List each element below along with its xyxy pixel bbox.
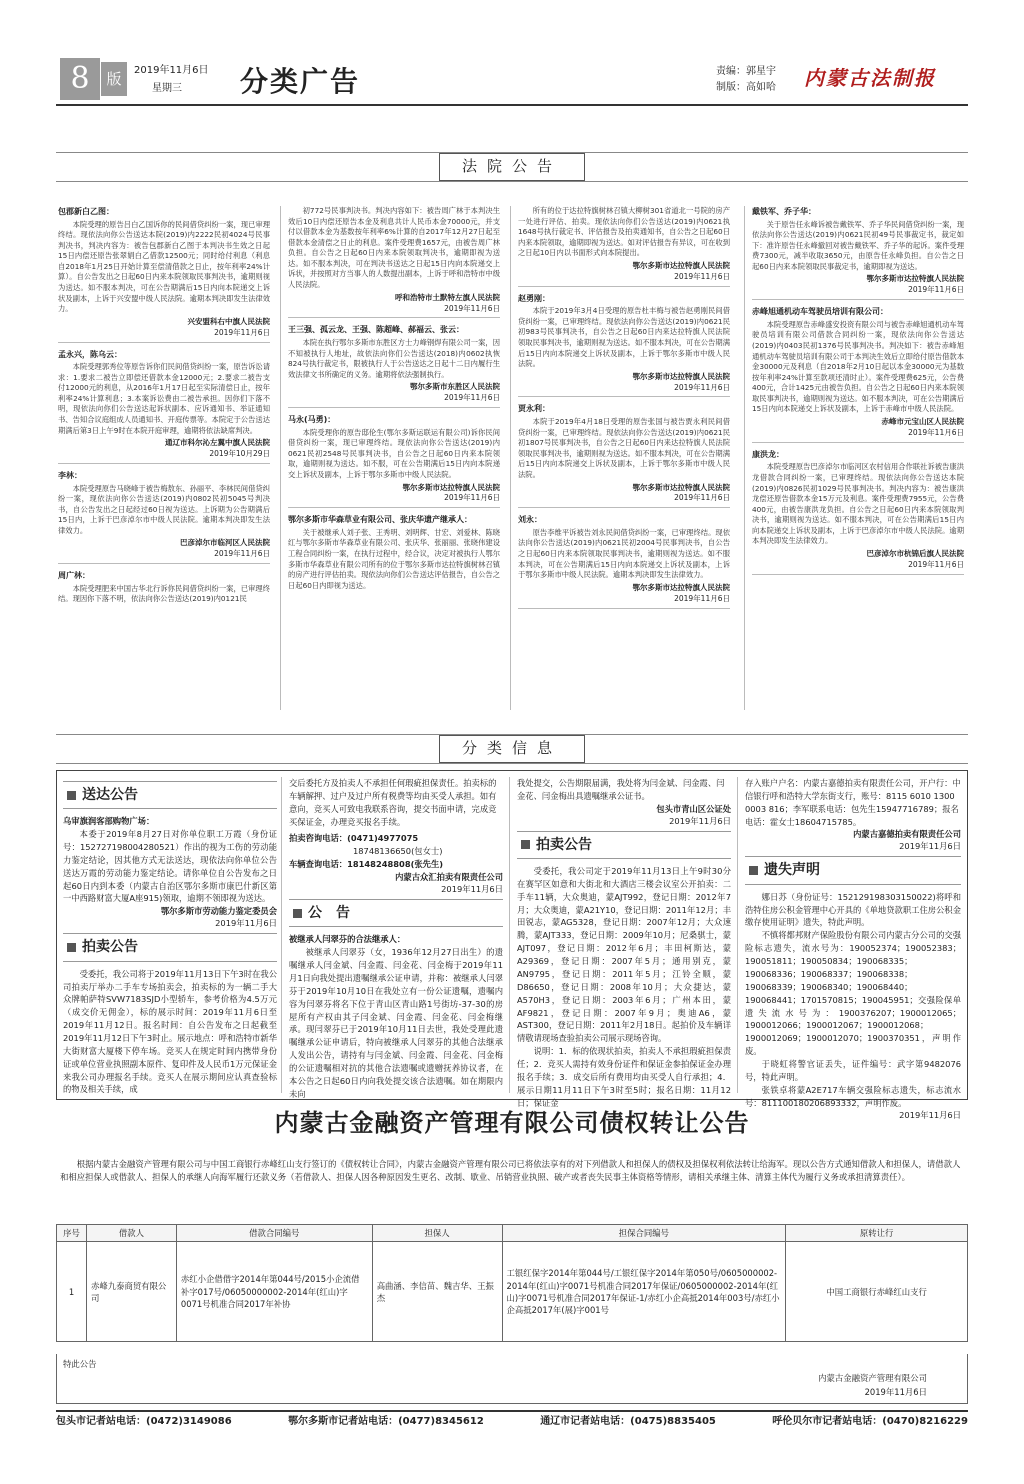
- lost-notice-2: 不慎将都邦财产保险股份有限公司内蒙古分公司的交强险标志遗失，流水号为：190052374；190052383；190051811；190050834；190068335；190068336；190068337；190068338；190068339；190068340；190068440；190068441；1701570815；190045951；交强险保单遗失流水号为：1900376207；1900012065；1900012066；1900012067；1900012068；1900012069；1900012070；1900370351，声明作废。: [745, 930, 961, 1057]
- notice-signature: 鄂尔多斯市达拉特旗人民法院: [632, 482, 730, 492]
- square-icon: [521, 840, 530, 849]
- court-notice: [58, 349, 270, 464]
- col-header-guarantee-contract: 担保合同编号: [502, 1225, 786, 1242]
- notice-signature: 鄂尔多斯市达拉特旗人民法院: [402, 482, 500, 492]
- row-no: 1: [57, 1242, 87, 1342]
- service-notice-body: 本委于2019年8月27日对你单位职工万霞（身份证号：152727198004280521）作出的视为工伤的劳动能力鉴定结论，因其他方式无法送达，现依法向你单位公告送达万霞的劳动能力鉴定结论。请你单位自公告发布之日起60日内到本委（内蒙古自治区鄂尔多斯市康巴什新区第一中西路财富大厦A座915)领取，逾期不领即视为送达。: [63, 829, 277, 904]
- court-notice: [518, 206, 730, 287]
- notice-party: 包郡新白乙图：: [58, 207, 114, 216]
- notice-body: 本院受理原告巴彦淖尔市临河区农村信用合作联社诉被告康洪龙借款合同纠纷一案，已审理终结。现依法向你公告送达本院(2019)内0826民初1029号民事判决书。判决内容为：被告康洪龙偿还原告借款本金15万元及利息。案件受理费7955元，公告费400元，由被告康洪龙负担。自公告之日起60日内来本院领取判决书，逾期则视为送达。如不服本判决，可在公告期满后15日内向本院递交上诉状及副本，上诉于巴彦淖尔市中级人民法院。逾期本判决即发生法律效力。: [752, 462, 964, 546]
- notice-party: 戴铁军、乔子华：: [752, 207, 816, 216]
- car-auction-title: 拍卖公告: [536, 836, 592, 853]
- column-divider: [280, 206, 281, 710]
- court-notice: [518, 514, 730, 608]
- special-note: 特此公告: [63, 1359, 97, 1369]
- column-divider: [510, 206, 511, 710]
- court-notice: [288, 206, 500, 318]
- classified-banner: [56, 734, 968, 764]
- notice-date: 2019年11月6日: [288, 304, 500, 319]
- notice-party: 贾永利：: [518, 404, 550, 414]
- debt-table-header: [57, 1225, 968, 1242]
- notice-date: 2019年11月6日: [752, 560, 964, 575]
- court-notice: [58, 570, 270, 605]
- notice-signature: 鄂尔多斯市达拉特旗人民法院: [632, 371, 730, 381]
- classified-col-1: [63, 777, 277, 1095]
- service-notice-sig: 鄂尔多斯市劳动能力鉴定委员会: [160, 906, 277, 917]
- court-column-3: [518, 206, 730, 710]
- notice-date: 2019年11月6日: [518, 383, 730, 398]
- hulunbuir-bureau-phone: 呼伦贝尔市记者站电话：(0470)8216229: [772, 1415, 968, 1427]
- car-auction-head: [517, 831, 731, 859]
- lost-notice-4: 张铁卓将蒙A2E717车辆交强险标志遗失，标志流水号：811100180206893332，声明作废。: [745, 1084, 961, 1108]
- auction-notice-head: [63, 933, 277, 961]
- public-notice-body: 被继承人闫翠芬（女，1936年12月27日出生）的遗嘱继承人闫金斌、闫金霞、闫金花、闫金梅于2019年11月1日向我处提出遗嘱继承公证申请，并称：被继承人闫翠芬于2019年10月10日在我处立有一份公证遗嘱，遗嘱内容为闫翠芬将名下位于青山区青山路1号街坊-37-30的房屋所有产权由其子闫金斌、闫金霞、闫金花、闫金梅继承。现闫翠芬已于2019年10月11日去世，我处受理此遗嘱继承公证申请后，特向被继承人闫翠芬的其他合法继承人发出公告，请持有与闫金斌、闫金霞、闫金花、闫金梅的公证遗嘱相对抗的其他合法遗嘱或遗赠抚养协议者，在本公告之日起60日内向我处提交该合法遗嘱。如在期限内未向: [289, 947, 503, 1099]
- classified-label: 分类信息: [439, 735, 585, 763]
- baotou-bureau-phone: 包头市记者站电话：(0472)3149086: [56, 1415, 232, 1427]
- court-notice: [752, 206, 964, 300]
- debt-transfer-intro: 根据内蒙古金融资产管理有限公司与中国工商银行赤峰红山支行签订的《债权转让合同》，内蒙古金融资产管理有限公司已将依法享有的对下列借款人和担保人的债权及担保权利依法转让给海军。现以公告方式通知借款人和担保人，请借款人和相应担保人或借款人、担保人的承继人向海军履行还款义务（若借款人、担保人因各种原因发生更名、改制、歇业、吊销营业执照、破产或者丧失民事主体资格等情形，请相关承继主体、清算主体代为履行义务或承担清算责任）。: [60, 1159, 961, 1183]
- service-notice-head: [63, 781, 277, 809]
- notice-body: 本院在执行鄂尔多斯市东胜区方士力峰钢焊有限公司一案，因不知被执行人地址，故依法向你们公告送达(2018)内0602执恢824号执行裁定书，限被执行人于公告送达之日起十二日内履行生效法律文书所确定的义务。逾期将依法强制执行。: [288, 337, 500, 379]
- square-icon: [67, 791, 76, 800]
- lost-notice-title: 遗失声明: [764, 862, 820, 879]
- bureau-phone-bar: [56, 1410, 968, 1432]
- square-icon: [293, 909, 302, 918]
- notary-sig: 包头市青山区公证处: [656, 803, 731, 814]
- notice-date: 2019年11月6日: [288, 393, 500, 408]
- page-number: 8: [60, 58, 100, 100]
- lost-notice-date: 2019年11月6日: [899, 1110, 961, 1121]
- classified-box: [56, 770, 968, 1121]
- debt-transfer-title: 内蒙古金融资产管理有限公司债权转让公告: [274, 1108, 750, 1137]
- notice-party: 周广林：: [58, 571, 90, 581]
- notice-date: 2019年11月6日: [518, 493, 730, 508]
- notice-signature: 赤峰市元宝山区人民法院: [881, 417, 964, 427]
- notary-cont-body: 我处提交，公告期限届满，我处将为闫金斌、闫金霞、闫金花、闫金梅出具遗嘱继承公证书。: [517, 778, 725, 801]
- row-loan-contract: 赤红小企借借字2014年第044号/2015小企流借补字017号/06050000002-2014年(红山)字0071号机准合同2017年补协: [176, 1242, 372, 1342]
- notice-signature: 巴彦淖尔市杭锦后旗人民法院: [866, 549, 964, 558]
- notice-signature: 鄂尔多斯市达拉特旗人民法院: [866, 274, 964, 284]
- notice-signature: 鄂尔多斯市东胜区人民法院: [410, 382, 500, 392]
- auction-phone-line: 拍卖咨询电话：(0471)4977075: [289, 833, 419, 844]
- auction-sig: 内蒙古众汇拍卖有限责任公司: [395, 872, 503, 883]
- notice-body: 本院受理郭秀位等原告诉你们民间借贷纠纷一案，原告诉讼请求：1.要求二被告立即偿还借款本金12000元；2.要求二被告支付12000元的利息，从2016年1月17日起至实际清偿日止，按年利率24%计算利息；3.本案诉讼费由二被告承担。因你们下落不明，现依法向你们公告送达起诉状副本、应诉通知书、举证通知书、告知合议庭组成人员通知书、开庭传票等。本院定于公告送达期满后第3日上午9时在本院开庭审理，逾期将依法缺席判决。: [58, 362, 270, 435]
- auction-phone-2: 18748136650(包女士): [353, 846, 443, 857]
- page-suffix: 版: [101, 62, 127, 96]
- row-guarantor: 高曲涵、李信苗、魏吉华、王振杰: [372, 1242, 502, 1342]
- auction-cont-body: 交后委托方及拍卖人不承担任何瑕疵担保责任。拍卖标的车辆解押、过户及过户所有税费等均由买受人承担。如有意向，竞买人可致电我联系咨询，提交书面申请，完成竞买保证金，办理竞买报名手续。: [289, 778, 497, 827]
- notary-date: 2019年11月6日: [669, 815, 731, 826]
- notice-signature: 鄂尔多斯市达拉特旗人民法院: [632, 260, 730, 270]
- producer-name: 制版：高如哈: [716, 82, 776, 93]
- notice-party: 鄂尔多斯市华森草业有限公司、张庆华遗产继承人：: [288, 515, 472, 525]
- account-sig: 内蒙古嘉德拍卖有限责任公司: [853, 829, 961, 840]
- square-icon: [749, 866, 758, 875]
- row-guarantee-contract: 工银红保字2014年第044号/工银红保字2014年第050号/0605000002-2014年(红山)字0071号机准合同2017年保证/0605000002-2014年(红山)字0071号机准合同2017年保证-1/赤红小企高抵2014年003号/赤红小企高抵2017年(展)字001号: [502, 1242, 786, 1342]
- court-notice-banner: [56, 152, 968, 182]
- service-notice-party: 乌审旗润客部购物广场：: [63, 816, 155, 827]
- notice-signature: 呼和浩特市土默特左旗人民法院: [395, 292, 500, 302]
- notice-party: 康洪龙：: [752, 449, 784, 459]
- account-info: 存入账户户名：内蒙古嘉德拍卖有限责任公司，开户行：中信银行呼和浩特大学东街支行，账号：8115 6010 1300 0003 816；李军联系电话：包先生15947716789；报名电话：霍女士18604715785。: [745, 778, 961, 827]
- table-row: [57, 1242, 968, 1342]
- classified-col-2: [289, 777, 503, 1099]
- col-header-guarantor: 担保人: [372, 1225, 502, 1242]
- issue-weekday: 星期三: [152, 83, 182, 94]
- auction-notice-title: 拍卖公告: [82, 939, 138, 956]
- court-notice-label: 法院公告: [439, 153, 585, 181]
- notice-body: 关于被继承人刘子张、王秀明、刘明辉、甘宏、刘爱林、陈晓红与鄂尔多斯市华森草业有限公司、张庆华、张丽丽、张晓伟建设工程合同纠纷一案，在执行过程中，经合议，决定对被执行人鄂尔多斯市华森草业有限公司所有的位于鄂尔多斯市达拉特旗树林召镇的房产进行评估拍卖。现依法向你们公告送达评估报告，自公告之日起60日内即视为送达。: [288, 527, 500, 590]
- notice-date: 2019年11月6日: [752, 285, 964, 300]
- notice-body: 本院于2019年3月4日受理的原告杜丰梅与被告赵勇刚民间借贷纠纷一案，已审理终结。现依法向你公告送达(2019)内0621民初983号民事判决书，自公告之日起60日内来达拉特旗人民法院领取民事判决书，逾期则视为送达。如不服本判决，可在公告期满后15日内向本院递交上诉状及副本，上诉于鄂尔多斯市中级人民法院。: [518, 306, 730, 369]
- editor-credits: [716, 64, 776, 96]
- ordos-bureau-phone: 鄂尔多斯市记者站电话：(0477)8345612: [288, 1415, 484, 1427]
- notice-date: 2019年11月6日: [58, 328, 270, 343]
- classified-col-3: [517, 777, 731, 1108]
- col-header-no: 序号: [57, 1225, 87, 1242]
- notice-date: 2019年11月6日: [288, 493, 500, 508]
- notice-body: 本院受理肥来中国古华北行诉你民间借贷纠纷一案，已审理终结。现因你下落不明，依法向你公告送达(2019)内0121民: [58, 583, 270, 604]
- debt-date: 2019年11月6日: [864, 1387, 927, 1397]
- notice-body: 本院受理的原告吕白乙国诉你的民间借贷纠纷一案，现已审理终结。现依法向你公告送达本院(2019)内2222民初4024号民事判决书，判决内容为：被告包郡新白乙图于本判决书生效之日起15日内偿还原告张翠娟白乙借款12500元；同时给付利息（利息自2018年1月25日开始计算至偿清借款之日止，按年利率24%计算）。自公告发出之日起60日内来本院领取民事判决书，逾期则视为送达。如不服本判决，可在公告期满后15日内向本院递交上诉状及副本，上诉于兴安盟中级人民法院。逾期本判决即发生法律效力。: [58, 219, 270, 314]
- court-notice: [518, 403, 730, 508]
- col-header-transferor: 原转让行: [786, 1225, 968, 1242]
- notice-party: 孟永兴，陈乌云：: [58, 349, 122, 359]
- editor-name: 责编：郭星宇: [716, 66, 776, 77]
- row-borrower: 赤峰九泰商贸有限公司: [86, 1242, 176, 1342]
- car-auction-body: 受委托，我公司定于2019年11月13日上午9时30分在赛罕区如意和大街北和大酒店三楼会议室公开拍卖：二手车11辆，大众奥迪，蒙AJT992，登记日期：2012年7月；大众奥迪，蒙A21Y10，登记日期：2011年12月；丰田锐志，蒙AG5328，登记日期：2007年12月；大众速腾，蒙AJT333，登记日期：2009年10月；尼桑骐士，蒙AJT097，登记日期：2012年6月；丰田柯斯达，蒙A29369，登记日期：2007年5月；通用别克，蒙AN9795，登记日期：2011年5月；江铃全顺，蒙D86650，登记日期：2008年10月；大众捷达，蒙A570H3，登记日期：2003年6月；广州本田，蒙AF9821，登记日期：2007年9月；奥迪A6，蒙AST300，登记日期：2011年2月18日。起拍价及车辆详情敬请现场查验拍卖公司展示现场咨询。: [517, 866, 731, 1044]
- court-notice: [58, 470, 270, 564]
- court-column-2: [288, 206, 500, 710]
- notice-body: 关于原告任永峰诉被告戴铁军、乔子华民间借贷纠纷一案，现依法向你公告送达(2019)内0621民初49号民事裁定书，裁定如下：准许原告任永峰撤回对被告戴铁军、乔子华的起诉。案件受理费7300元，减半收取3650元，由原告任永峰负担。自公告之日起60日内来本院领取民事裁定书，逾期即视为送达。: [752, 219, 964, 271]
- notice-body: 本院受理原告赤峰盛安投资有限公司与被告赤峰旭通机动车驾驶员培训有限公司借款合同纠纷一案，现依法向你公告送达(2019)内0403民初1376号民事判决书。判决如下：被告赤峰旭通机动车驾驶员培训有限公司于本判决生效后立即给付原告借款本金30000元及利息（自2018年2月10日起以本金30000元为基数按年利率24%计算至款项还清时止）。案件受理费625元，公告费400元，合计1425元由被告负担。自公告之日起60日内来本院领取民事判决书，逾期则视为送达。如不服本判决，可在公告期满后15日内向本院递交上诉状及副本，上诉于赤峰市中级人民法院。: [752, 319, 964, 414]
- debt-footer: [56, 1354, 968, 1404]
- notice-signature: 鄂尔多斯市达拉特旗人民法院: [632, 582, 730, 592]
- row-transferor: 中国工商银行赤峰红山支行: [786, 1242, 968, 1342]
- debt-table: [56, 1224, 968, 1342]
- court-column-1: [58, 206, 270, 710]
- notice-body: 本院于2019年4月18日受理的原告张国与被告贾永利民间借贷纠纷一案，已审理终结。现依法向你公告送达(2019)内0621民初1807号民事判决书，自公告之日起60日内来达拉特旗人民法院领取民事判决书，逾期则视为送达。如不服本判决，可在公告期满后15日内向本院递交上诉状及副本，上诉于鄂尔多斯市中级人民法院。: [518, 417, 730, 479]
- notice-party: 李林：: [58, 470, 82, 480]
- notice-party: 赵勇刚：: [518, 293, 550, 303]
- notice-date: 2019年11月6日: [518, 594, 730, 609]
- notice-date: 2019年11月6日: [58, 549, 270, 564]
- notice-body: 所有的位于达拉特旗树林召镇大柳树301省道北一号院的房产一处进行评估、拍卖。现依法向你们公告送达(2019)内0621执1648号执行裁定书、评估报告及拍卖通知书，自公告之日起60日内来本院领取，逾期即视为送达。如对评估报告有异议，可在收到之日起10日内以书面形式向本院提出。: [518, 206, 730, 258]
- notice-body: 原告李维平诉被告刘永民间借贷纠纷一案，已审理终结。现依法向你公告送达(2019)内0621民初2004号民事判决书，自公告之日起60日内来本院领取民事判决书，逾期则视为送达。如不服本判决，可在公告期满后15日内向本院递交上诉状及副本，上诉于鄂尔多斯市中级人民法院。逾期本判决即发生法律效力。: [518, 527, 730, 580]
- classified-col-4: [745, 777, 961, 1121]
- court-notice: [752, 449, 964, 575]
- notice-body: 本院受理你的原告邸伦生(鄂尔多斯运联运有限公司)诉你民间借贷纠纷一案，现已审理终结。现依法向你公告送达(2019)内0621民初2548号民事判决书，自公告之日起60日内来本院领取，逾期则视为送达。如不服，可在公告期满后15日内向本院递交上诉状及副本，上诉于鄂尔多斯市中级人民法院。: [288, 427, 500, 479]
- notice-party: 赤峰旭通机动车驾驶员培训有限公司：: [752, 307, 888, 317]
- masthead-logo: 内蒙古法制报: [804, 66, 936, 90]
- notice-signature: 巴彦淖尔市临河区人民法院: [180, 538, 270, 548]
- account-date: 2019年11月6日: [899, 841, 961, 852]
- public-notice-title: 公 告: [308, 905, 350, 922]
- header-rule: [56, 104, 968, 106]
- col-header-borrower: 借款人: [86, 1225, 176, 1242]
- court-column-4: [752, 206, 964, 710]
- service-notice-date: 2019年11月6日: [215, 918, 277, 929]
- square-icon: [67, 943, 76, 952]
- service-notice-title: 送达公告: [82, 787, 138, 803]
- page-header: [0, 58, 1024, 100]
- notice-body: 本院受理原告马晓峰于被告梅敖东、孙丽平、李林民间借贷纠纷一案，现依法向你公告送达(2019)内0802民初5045号判决书，自公告发出之日起经过60日视为送达。上诉期为公告期满后15日内，上诉于巴彦淖尔市中级人民法院。逾期本判决即发生法律效力。: [58, 483, 270, 535]
- court-notice: [58, 206, 270, 343]
- car-auction-notes: 说明：1．标的依现状拍卖，拍卖人不承担瑕疵担保责任；2．竞买人需持有效身份证件和保证金参拍保证金办理报名手续；3．成交后所有费用均由买受人自行承担；4．展示日期11月11日下午3时至5时；报名日期：11月12日；保证金: [517, 1046, 731, 1108]
- court-notice: [288, 414, 500, 508]
- notice-signature: 兴安盟科右中旗人民法院: [187, 316, 270, 326]
- issue-date: 2019年11月6日: [134, 65, 209, 76]
- public-notice-head: [289, 899, 503, 927]
- lost-notice-head: [745, 856, 961, 884]
- auction-notice-body: 受委托，我公司将于2019年11月13日下午3时在我公司拍卖厅举办二手车专场拍卖会，拍卖标的为一辆二手大众牌帕萨特SVW7183SJD小型轿车，参考价格为4.5万元（成交价无佣金），标的展示时间：2019年11月6日至2019年11月12日。报名时间：自公告发布之日起截至2019年11月12日下午3时止。展示地点：呼和浩特市新华大街财富大厦楼下停车场。竞买人在规定时间内携带身份证或单位营业执照副本原件、复印件及人民币1万元保证金来我公司办理报名手续。竞买人在展示期间应认真查验标的物及相关手续，成: [63, 968, 277, 1095]
- vehicle-phone-line: 车辆查询电话：18148248808(张先生): [289, 859, 444, 870]
- column-divider: [744, 206, 745, 710]
- notice-party: 马永(马勇)：: [288, 415, 336, 425]
- debt-org: 内蒙古金融资产管理有限公司: [818, 1373, 927, 1383]
- court-notice: [518, 293, 730, 398]
- tongliao-bureau-phone: 通辽市记者站电话：(0475)8835405: [540, 1415, 716, 1427]
- notice-body: 初772号民事判决书。判决内容如下：被告周广林于本判决生效后10日内偿还原告本金及利息共计人民币本金70000元，并支付以借款本金为基数按年利率6%计算的自2017年12月27日起至借款本金清偿之日止的利息。案件受理费1657元，由被告周广林负担。自公告之日起60日内来本院领取判决书，逾期即视为送达。如不服本判决，可在判决书送达之日起15日内向本院递交上诉状，并按照对方当事人的人数提出副本，上诉于呼和浩特市中级人民法院。: [288, 206, 500, 290]
- court-notice: [752, 306, 964, 443]
- auction-date: 2019年11月6日: [441, 884, 503, 895]
- lost-notice-3: 于晓虹将警官证丢失，证件编号：武字第9482076号，特此声明。: [745, 1058, 961, 1082]
- notice-date: 2019年10月29日: [58, 449, 270, 464]
- notice-party: 刘永：: [518, 515, 542, 525]
- col-header-loan-contract: 借款合同编号: [176, 1225, 372, 1242]
- lost-notice-1: 娜日苏（身份证号：152129198303150022)将呼和浩特住房公积金管理中心开具的《单地贷款职工住房公积金缴存使用证明》遗失，特此声明。: [745, 891, 961, 928]
- public-notice-party: 被继承人闫翠芬的合法继承人：: [289, 934, 406, 945]
- notice-date: 2019年11月6日: [518, 272, 730, 287]
- notice-date: 2019年11月6日: [752, 428, 964, 443]
- court-notice: [288, 514, 500, 591]
- notice-party: 王三强、孤云龙、王强、陈超峰、郝福云、张云：: [288, 325, 464, 335]
- court-notice: [288, 324, 500, 408]
- notice-signature: 通辽市科尔沁左翼中旗人民法院: [165, 438, 270, 448]
- section-title: 分类广告: [240, 65, 361, 98]
